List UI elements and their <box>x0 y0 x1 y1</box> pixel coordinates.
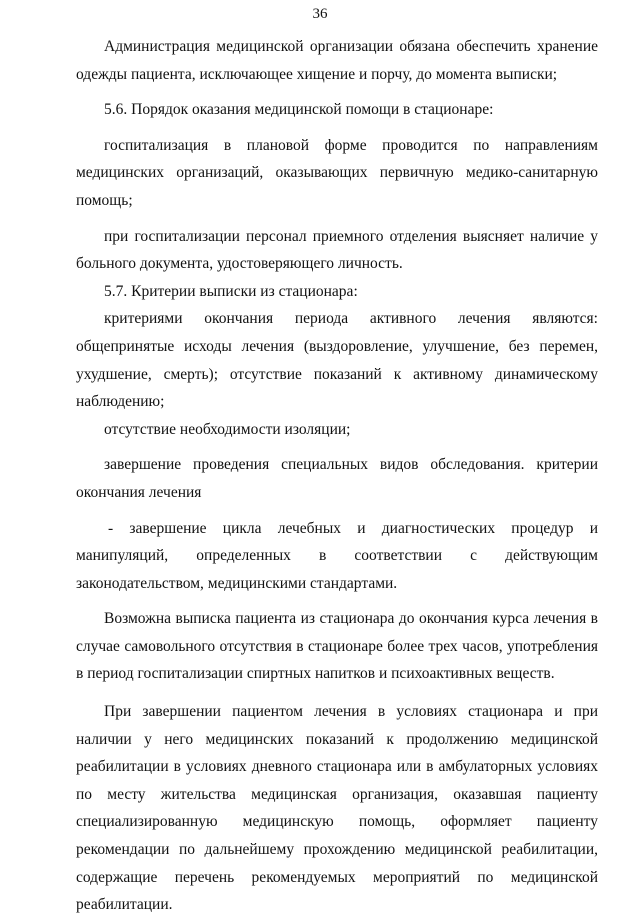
paragraph-procedures-complete: - завершение цикла лечебных и диагностических процедур и манипуляций, определенных в соответствии с действующим законодательством, медицинскими стандартами. <box>76 519 598 592</box>
document-body <box>76 33 598 919</box>
section-heading-5-6: 5.6. Порядок оказания медицинской помощи в стационаре: <box>104 101 494 119</box>
paragraph-rehabilitation-recommendations: При завершении пациентом лечения в условиях стационара и при наличии у него медицинских показаний к продолжению медицинской реабилитации в условиях дневного стационара или в амбулаторных условиях по месту жительства медицинская организация, оказавшая пациенту специализированную медицинскую помощь, оформляет пациенту рекомендации по дальнейшему прохождению медицинской реабилитации, содержащие перечень рекомендуемых мероприятий по медицинской реабилитации. <box>76 703 598 914</box>
paragraph-planned-hospitalization: госпитализация в плановой форме проводится по направлениям медицинских организаций, оказывающих первичную медико-санитарную помощь; <box>76 136 598 209</box>
paragraph-identity-document: при госпитализации персонал приемного отделения выясняет наличие у больного документа, удостоверяющего личность. <box>76 227 598 273</box>
paragraph-active-treatment-criteria: критериями окончания периода активного лечения являются: общепринятые исходы лечения (выздоровление, улучшение, без перемен, ухудшение, смерть); отсутствие показаний к активному динамическому наблюдению; <box>76 310 598 411</box>
section-heading-5-7: 5.7. Критерии выписки из стационара: <box>104 282 358 300</box>
paragraph-examinations-complete: завершение проведения специальных видов обследования. критерии окончания лечения <box>76 456 598 501</box>
page-number: 36 <box>312 6 328 22</box>
paragraph-early-discharge: Возможна выписка пациента из стационара до окончания курса лечения в случае самовольного отсутствия в стационаре более трех часов, употребления в период госпитализации спиртных напитков и психоактивных веществ. <box>76 610 598 683</box>
paragraph-clothing-storage: Администрация медицинской организации обязана обеспечить хранение одежды пациента, исключающее хищение и порчу, до момента выписки; <box>76 38 598 83</box>
paragraph-no-isolation: отсутствие необходимости изоляции; <box>104 420 351 438</box>
